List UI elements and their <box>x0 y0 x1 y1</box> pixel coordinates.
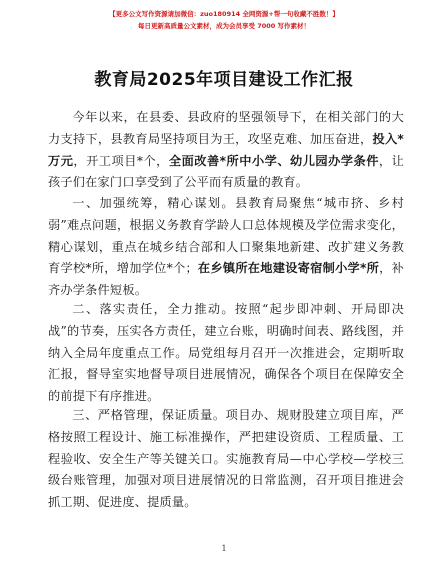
paragraph-intro-text-d: ，让孩子们在家门口享受到了公平而有质量的教育。 <box>48 153 405 190</box>
paragraph-section-1 <box>48 193 404 302</box>
paragraph-section-1-text-a: 一、加强统筹，精心谋划。县教育局聚焦“城市挤、乡村弱”难点问题，根据义务教育学龄人口总体规模及学位需求变化，精心谋划，重点在城乡结合部和人口聚集地新建、改扩建义务教育学校*所，增加学位*个； <box>48 196 404 276</box>
paragraph-intro-text-c: ，开工项目*个， <box>73 153 169 168</box>
promo-header-line-2: 每日更新高质量公文素材，成为会员享受 7000 写作素材！ <box>137 22 311 30</box>
document-title: 教育局2025年项目建设工作汇报 <box>94 70 354 90</box>
paragraph-intro-bold-improvement: 全面改善*所中小学、幼儿园办学条件 <box>168 153 379 168</box>
paragraph-section-3: 三、严格管理，保证质量。项目办、规财股建立项目库，严格按照工程设计、施工标准操作，严把建设资质、工程质量、工程验收、安全生产等关键关口。实施教育局—中心学校—学校三级台账管理，加强对项目进展情况的日常监测，召开项目推进会抓工期、促进度、提质量。 <box>48 408 404 510</box>
paragraph-intro-text-a: 今年以来，在县委、县政府的坚强领导下，在相关部门的大力支持下，县教育局坚持项目为王，攻坚克难、加压奋进， <box>48 110 404 146</box>
paragraph-intro <box>48 107 404 194</box>
paragraph-intro-bold-investment: 投入*万元 <box>48 131 405 168</box>
page-number: 1 <box>221 544 227 553</box>
paragraph-section-1-text-c: ，补齐办学条件短板。 <box>48 261 404 298</box>
paragraph-section-2: 二、落实责任，全力推动。按照“起步即冲刺、开局即决战”的节奏，压实各方责任，建立台账，明确时间表、路线图，并纳入全局年度重点工作。局党组每月召开一次推进会，定期听取汇报，督导室实地督导项目进展情况，确保各个项目在保障安全的前提下有序推进。 <box>48 302 404 404</box>
paragraph-section-1-bold: 在乡镇所在地建设寄宿制小学*所 <box>197 261 380 276</box>
promo-header-line-1: 【更多公文写作资源请加微信：zuo180914 全网资源+帮一句收藏不胜数！】 <box>109 10 339 18</box>
